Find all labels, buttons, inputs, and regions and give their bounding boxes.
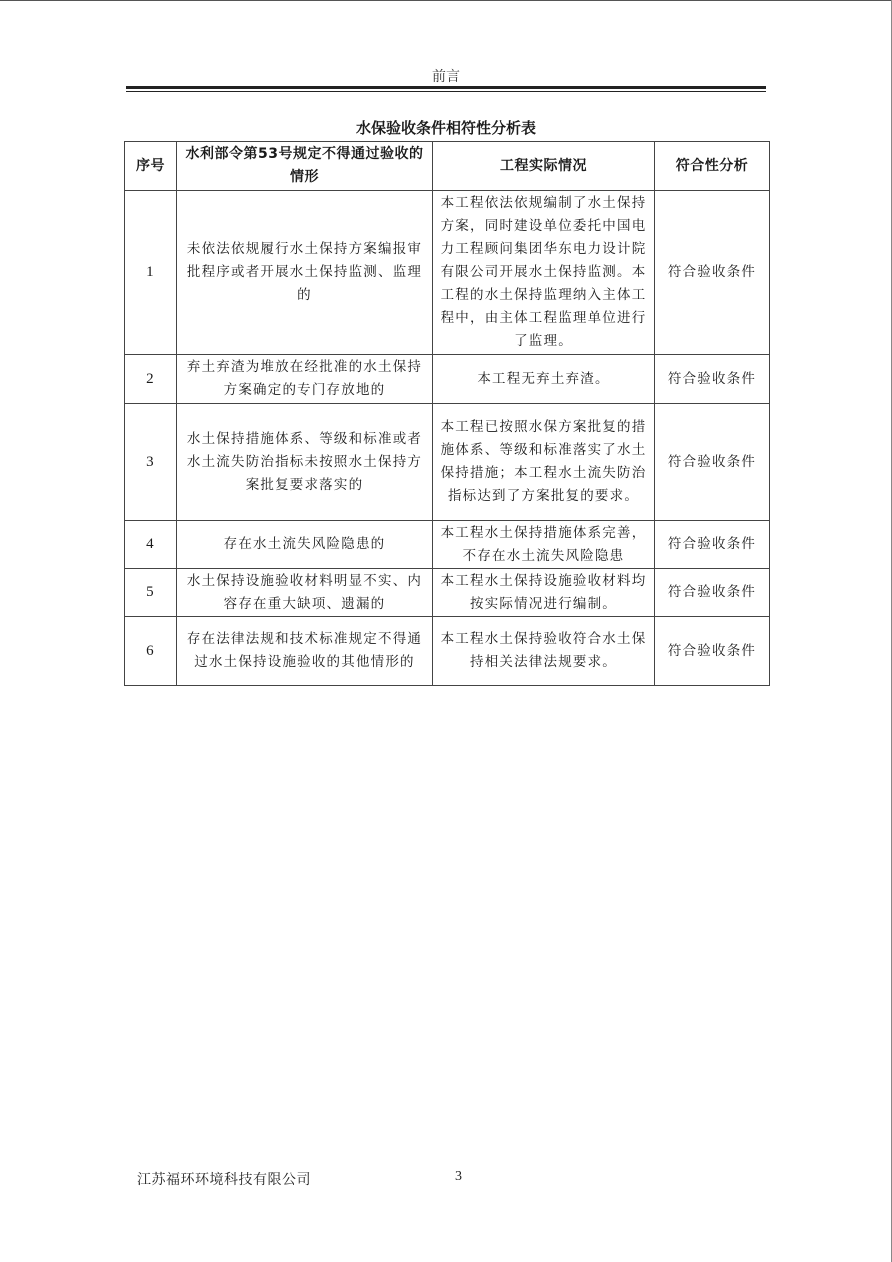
row-condition: 水土保持设施验收材料明显不实、内容存在重大缺项、遗漏的 <box>177 569 433 617</box>
row-result: 符合验收条件 <box>655 617 770 686</box>
row-actual: 本工程无弃土弃渣。 <box>433 355 655 404</box>
row-condition: 弃土弃渣为堆放在经批准的水土保持方案确定的专门存放地的 <box>177 355 433 404</box>
table-row <box>125 617 770 686</box>
column-header-result: 符合性分析 <box>655 142 770 191</box>
row-number: 1 <box>125 191 177 355</box>
table-header-row <box>125 142 770 191</box>
compliance-analysis-table <box>124 141 770 686</box>
footer-company-name: 江苏福环环境科技有限公司 <box>137 1172 311 1188</box>
column-header-no: 序号 <box>125 142 177 191</box>
row-number: 6 <box>125 617 177 686</box>
table-row <box>125 404 770 521</box>
column-header-condition: 水利部令第53号规定不得通过验收的情形 <box>177 142 433 191</box>
table-title: 水保验收条件相符性分析表 <box>355 119 536 137</box>
running-header: 前言 <box>432 69 460 85</box>
column-header-actual: 工程实际情况 <box>433 142 655 191</box>
table-row <box>125 191 770 355</box>
row-actual: 本工程水土保持设施验收材料均按实际情况进行编制。 <box>433 569 655 617</box>
row-condition: 存在水土流失风险隐患的 <box>177 521 433 569</box>
row-result: 符合验收条件 <box>655 569 770 617</box>
header-rule <box>126 86 766 89</box>
row-actual: 本工程水土保持验收符合水土保持相关法律法规要求。 <box>433 617 655 686</box>
table-row <box>125 521 770 569</box>
row-result: 符合验收条件 <box>655 521 770 569</box>
row-number: 5 <box>125 569 177 617</box>
row-number: 2 <box>125 355 177 404</box>
row-actual: 本工程水土保持措施体系完善，不存在水土流失风险隐患 <box>433 521 655 569</box>
row-condition: 存在法律法规和技术标准规定不得通过水土保持设施验收的其他情形的 <box>177 617 433 686</box>
row-actual: 本工程已按照水保方案批复的措施体系、等级和标准落实了水土保持措施；本工程水土流失防治指标达到了方案批复的要求。 <box>433 404 655 521</box>
row-result: 符合验收条件 <box>655 355 770 404</box>
row-number: 3 <box>125 404 177 521</box>
row-condition: 未依法依规履行水土保持方案编报审批程序或者开展水土保持监测、监理的 <box>177 191 433 355</box>
row-condition: 水土保持措施体系、等级和标准或者水土流失防治指标未按照水土保持方案批复要求落实的 <box>177 404 433 521</box>
row-result: 符合验收条件 <box>655 404 770 521</box>
row-number: 4 <box>125 521 177 569</box>
page-top-border <box>0 0 892 1</box>
row-result: 符合验收条件 <box>655 191 770 355</box>
page-number: 3 <box>455 1169 462 1184</box>
row-actual: 本工程依法依规编制了水土保持方案，同时建设单位委托中国电力工程顾问集团华东电力设计院有限公司开展水土保持监测。本工程的水土保持监理纳入主体工程中，由主体工程监理单位进行了监理。 <box>433 191 655 355</box>
table-row <box>125 355 770 404</box>
header-rule-thin <box>126 91 766 92</box>
table-row <box>125 569 770 617</box>
